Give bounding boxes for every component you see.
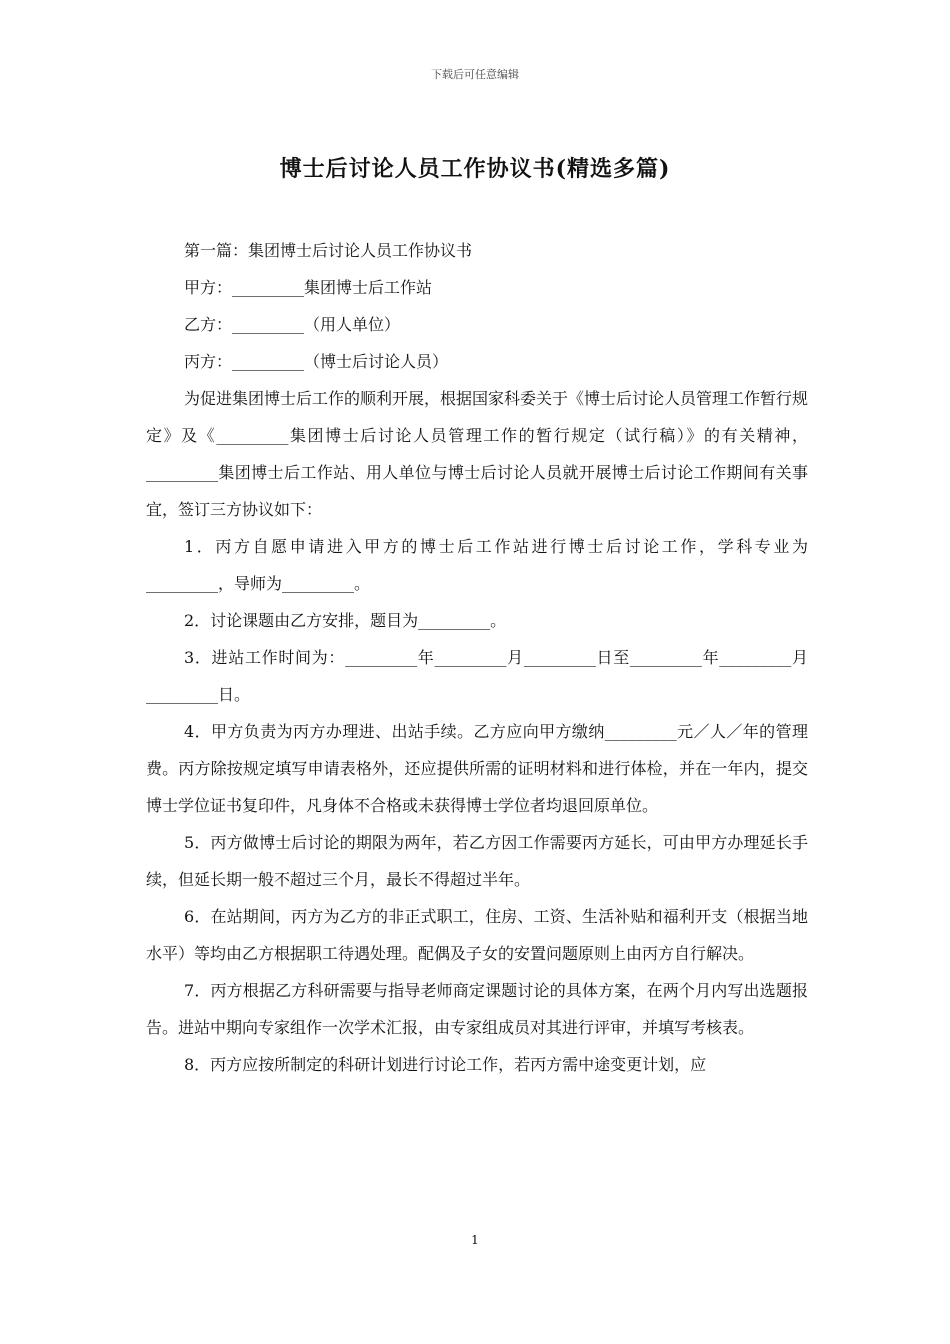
clause-2: 2．讨论课题由乙方安排，题目为_________。	[184, 611, 507, 630]
clause-5: 5．丙方做博士后讨论的期限为两年，若乙方因工作需要丙方延长，可由甲方办理延长手续，但延长期一般不超过三个月，最长不得超过半年。	[146, 833, 808, 889]
document-body	[146, 232, 808, 1083]
clause-7: 7．丙方根据乙方科研需要与指导老师商定课题讨论的具体方案，在两个月内写出选题报告。进站中期向专家组作一次学术汇报，由专家组成员对其进行评审，并填写考核表。	[146, 981, 808, 1037]
preamble-paragraph: 为促进集团博士后工作的顺利开展，根据国家科委关于《博士后讨论人员管理工作暂行规定》及《_________集团博士后讨论人员管理工作的暂行规定（试行稿）》的有关精神，_________集团博士后工作站、用人单位与博士后讨论人员就开展博士后讨论工作期间有关事宜，签订三方协议如下：	[146, 389, 809, 519]
clause-6: 6．在站期间，丙方为乙方的非正式职工，住房、工资、生活补贴和福利开支（根据当地水平）等均由乙方根据职工待遇处理。配偶及子女的安置问题原则上由丙方自行解决。	[146, 907, 808, 963]
header-note: 下载后可任意编辑	[431, 68, 519, 81]
clause-1: 1．丙方自愿申请进入甲方的博士后工作站进行博士后讨论工作，学科专业为_________，导师为_________。	[146, 537, 808, 593]
clause-4: 4．甲方负责为丙方办理进、出站手续。乙方应向甲方缴纳_________元／人／年的管理费。丙方除按规定填写申请表格外，还应提供所需的证明材料和进行体检，并在一年内，提交博士学位证书复印件，凡身体不合格或未获得博士学位者均退回原单位。	[146, 722, 808, 815]
clause-3: 3．进站工作时间为：_________年_________月_________日至_________年_________月_________日。	[146, 648, 808, 704]
page-number: 1	[471, 1233, 479, 1247]
clause-8: 8．丙方应按所制定的科研计划进行讨论工作，若丙方需中途变更计划，应	[184, 1055, 707, 1074]
party-b-line: 乙方：_________（用人单位）	[184, 315, 401, 334]
section-heading: 第一篇：集团博士后讨论人员工作协议书	[184, 241, 473, 260]
party-c-line: 丙方：_________（博士后讨论人员）	[184, 352, 449, 371]
document-title: 博士后讨论人员工作协议书(精选多篇)	[279, 156, 671, 182]
party-a-line: 甲方：_________集团博士后工作站	[184, 278, 433, 297]
